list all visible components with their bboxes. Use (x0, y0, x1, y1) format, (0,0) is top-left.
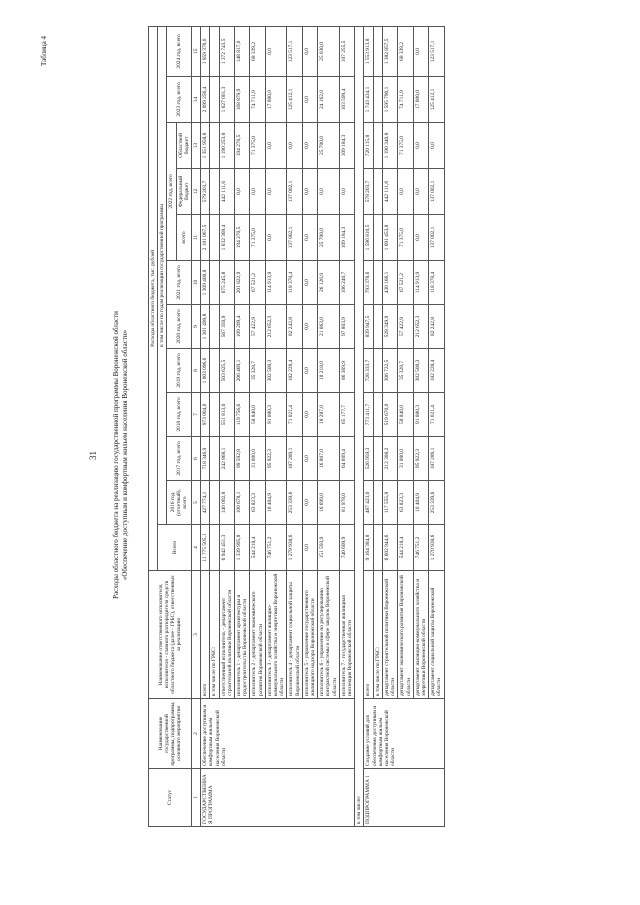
column-number: 5 (192, 481, 201, 525)
table-cell: 0,0 (302, 525, 317, 571)
table-cell: 442 111,6 (382, 169, 397, 215)
table-cell: 212 388,2 (382, 437, 397, 481)
table-cell (373, 169, 382, 215)
table-cell: 68 339,2 (398, 26, 413, 76)
column-number: 4 (192, 525, 201, 571)
table-cell: 118 378,4 (287, 261, 302, 305)
row-executor: исполнитель 4 - департамент социальной защиты Воронежской области (287, 571, 302, 699)
row-executor: исполнитель 2 - департамент экономического развития Воронежской области (250, 571, 265, 699)
table-cell: 137 002,1 (287, 169, 302, 215)
column-number: 9 (192, 305, 201, 349)
table-cell: 91 080,3 (265, 393, 287, 437)
column-number: 14 (192, 77, 201, 123)
table-cell: 718 346,9 (201, 437, 210, 481)
table-cell: 0,0 (302, 215, 317, 261)
table-cell: 25 030,0 (318, 26, 340, 76)
table-cell: 1 190 253,8 (219, 123, 234, 169)
table-cell: 0,0 (413, 123, 428, 169)
table-cell: 137 002,1 (429, 169, 444, 215)
table-cell: 544 218,4 (250, 525, 265, 571)
table-cell: 1 190 340,8 (382, 123, 397, 169)
table-row (364, 26, 373, 826)
table-cell: 0,0 (302, 123, 317, 169)
table-cell: 720 115,8 (364, 123, 373, 169)
table-cell: 114 913,9 (265, 261, 287, 305)
table-cell: 31 000,0 (250, 437, 265, 481)
table-cell: 306 722,5 (382, 349, 397, 393)
header-2019: 2019 год, всего (167, 349, 192, 393)
row-status: ГОСУДАРСТВЕННАЯ ПРОГРАММА (201, 769, 355, 827)
table-cell: 212 652,3 (413, 305, 428, 349)
table-cell: 302 500,3 (413, 349, 428, 393)
table-cell: 1 382 857,5 (382, 26, 397, 76)
row-executor: всего (364, 571, 373, 699)
header-2022-total: всего (176, 215, 191, 261)
table-cell: 0,0 (265, 26, 287, 76)
column-number: 8 (192, 349, 201, 393)
column-number: 1 (192, 769, 201, 827)
table-cell: 24 162,0 (318, 77, 340, 123)
table-cell (373, 305, 382, 349)
table-cell: 427 774,1 (201, 481, 210, 525)
table-cell: 0,0 (302, 349, 317, 393)
table-cell: 137 002,1 (429, 215, 444, 261)
table-cell: 95 922,3 (265, 437, 287, 481)
table-cell: 0,0 (302, 26, 317, 76)
table-cell: 0,0 (339, 169, 354, 215)
table-cell: 1 309 408,8 (201, 261, 210, 305)
table-cell: 68 339,2 (250, 26, 265, 76)
column-number: 15 (192, 26, 201, 76)
column-number: 10 (192, 261, 201, 305)
table-cell: 1 091 453,8 (382, 215, 397, 261)
table-cell: 503 625,5 (219, 349, 234, 393)
table-cell: 148 817,0 (235, 26, 250, 76)
table-cell: 578 203,7 (364, 169, 373, 215)
table-cell: 0,0 (413, 26, 428, 76)
column-number: 3 (192, 571, 201, 699)
table-cell: 0,0 (413, 169, 428, 215)
header-2021: 2021 год, всего (167, 261, 192, 305)
table-cell: 9 164 384,8 (364, 525, 373, 571)
column-number: 13 (192, 123, 201, 169)
table-cell: 726 333,7 (364, 349, 373, 393)
row-executor: в том числе по ГРБС: (210, 571, 219, 699)
document-title (112, 245, 130, 665)
table-cell: 1 351 958,8 (201, 123, 210, 169)
table-cell: 0,0 (302, 77, 317, 123)
table-cell: 187 289,1 (429, 437, 444, 481)
table-cell: 109 184,3 (339, 215, 354, 261)
table-cell: 567 350,9 (219, 305, 234, 349)
table-cell: 675 245,8 (219, 261, 234, 305)
table-cell: 2 099 256,4 (201, 77, 210, 123)
table-cell: 137 002,1 (287, 215, 302, 261)
row-executor: исполнитель 1 - департамент архитектуры и градостроительства Воронежской области (235, 571, 250, 699)
table-cell: 168 879,9 (235, 77, 250, 123)
table-cell: 103 599,4 (339, 77, 354, 123)
column-number: 7 (192, 393, 201, 437)
table-cell: 107 255,5 (339, 26, 354, 76)
table-cell: 71 375,0 (398, 123, 413, 169)
table-cell: 71 021,4 (429, 393, 444, 437)
table-cell: 1 003 096,6 (201, 349, 210, 393)
table-cell (373, 26, 382, 76)
table-cell (373, 77, 382, 123)
column-number: 6 (192, 437, 201, 481)
column-number: 12 (192, 169, 201, 215)
row-executor: всего (201, 571, 210, 699)
row-program-name: Обеспечение доступным и комфортным жильем населения Воронежской области (201, 699, 355, 769)
table-cell: 6 602 944,6 (382, 525, 397, 571)
table-cell: 95 922,3 (413, 437, 428, 481)
header-2017: 2017 год, всего (167, 437, 192, 481)
table-cell: 109 209,4 (235, 305, 250, 349)
table-cell: 430 166,1 (382, 261, 397, 305)
table-cell (210, 393, 219, 437)
header-executor: Наименование ответственного исполнителя, исполнителя - главного распорядителя средств областного бюджета (далее - ГРБС), ответственных за реализацию (149, 571, 192, 699)
row-executor: департамент экономического развития Воронежской области (398, 571, 413, 699)
table-cell: 1 372 743,5 (219, 26, 234, 76)
in-that-number-label: в том числе: (355, 26, 364, 826)
row-executor: исполнитель 6 - управление по регулированию контрактной системы в сфере закупок Воронежской области (318, 571, 340, 699)
table-cell: 551 813,0 (219, 393, 234, 437)
table-cell: 1 279 938,6 (287, 525, 302, 571)
table-cell: 0,0 (302, 437, 317, 481)
table-cell: 86 369,9 (339, 349, 354, 393)
table-cell: 194 270,5 (235, 123, 250, 169)
table-cell (373, 123, 382, 169)
table-cell: 182 228,4 (429, 349, 444, 393)
table-cell (210, 215, 219, 261)
table-cell: 6 942 451,3 (219, 525, 234, 571)
header-2023: 2023 год, всего (167, 77, 192, 123)
table-cell (373, 437, 382, 481)
table-cell (210, 261, 219, 305)
table-cell: 519 670,0 (382, 393, 397, 437)
table-cell: 65 177,7 (339, 393, 354, 437)
table-cell: 0,0 (429, 123, 444, 169)
table-cell: 118 378,4 (429, 261, 444, 305)
row-executor: исполнитель 5 - управление государственного жилищного надзора Воронежской области (302, 571, 317, 699)
table-cell: 746 751,2 (265, 525, 287, 571)
table-cell (210, 77, 219, 123)
table-cell: 18 287,0 (318, 393, 340, 437)
table-cell: 99 592,8 (235, 437, 250, 481)
table-cell: 194 270,5 (235, 215, 250, 261)
table-cell: 0,0 (287, 123, 302, 169)
table-cell: 123 517,1 (287, 26, 302, 76)
table-cell: 100 678,1 (235, 481, 250, 525)
table-cell: 91 080,3 (413, 393, 428, 437)
row-status: ПОДПРОГРАММА 1 (364, 769, 444, 827)
table-cell: 182 228,4 (287, 349, 302, 393)
table-cell: 81 978,0 (339, 481, 354, 525)
table-cell (373, 215, 382, 261)
page-number: 31 (88, 451, 98, 460)
table-cell (373, 525, 382, 571)
table-cell (210, 26, 219, 76)
table-cell: 0,0 (302, 261, 317, 305)
row-executor: исполнитель 3 - департамент жилищно-коммунального хозяйства и энергетики Воронежской области (265, 571, 287, 699)
header-2022: 2022 год, всего (167, 123, 176, 261)
table-cell: 35 328,7 (250, 349, 265, 393)
table-cell: 71 021,4 (287, 393, 302, 437)
table-cell (210, 481, 219, 525)
table-cell (210, 525, 219, 571)
title-line-1: Расходы областного бюджета на реализацию государственной программы Воронежской области (112, 311, 120, 599)
table-cell: 16 807,0 (318, 437, 340, 481)
table-cell: 0,0 (302, 169, 317, 215)
table-cell (210, 305, 219, 349)
table-cell: 123 517,1 (429, 26, 444, 76)
table-cell: 253 339,6 (429, 481, 444, 525)
table-cell: 97 803,9 (339, 305, 354, 349)
table-cell: 746 751,2 (413, 525, 428, 571)
table-cell: 21 063,0 (318, 305, 340, 349)
table-cell: 201 822,9 (235, 261, 250, 305)
title-line-2: «Обеспечение доступным и комфортным жильем населения Воронежской области» (120, 329, 129, 581)
table-cell (210, 169, 219, 215)
table-cell: 487 423,0 (364, 481, 373, 525)
table-cell: 10 404,9 (413, 481, 428, 525)
header-2020: 2020 год, всего (167, 305, 192, 349)
table-cell: 125 412,1 (287, 77, 302, 123)
row-executor: в том числе по ГРБС: (373, 571, 382, 699)
table-cell: 0,0 (265, 123, 287, 169)
table-cell: 114 913,9 (413, 261, 428, 305)
table-cell: 0,0 (265, 169, 287, 215)
table-cell: 67 521,2 (398, 261, 413, 305)
table-cell: 82 242,8 (287, 305, 302, 349)
table-cell: 1 301 499,8 (201, 305, 210, 349)
table-cell: 151 593,9 (318, 525, 340, 571)
row-program-name: Создание условий для обеспечения доступным и комфортным жильем населения Воронежской области (364, 699, 444, 769)
column-numbers-row (192, 26, 201, 826)
column-number: 2 (192, 699, 201, 769)
table-cell: 35 328,7 (398, 349, 413, 393)
header-total: Всего (158, 525, 192, 571)
table-cell: 119 756,6 (235, 393, 250, 437)
table-cell: 17 000,0 (265, 77, 287, 123)
table-cell: 442 111,6 (219, 169, 234, 215)
table-cell: 0,0 (302, 481, 317, 525)
table-cell: 63 823,3 (250, 481, 265, 525)
table-cell: 0,0 (250, 169, 265, 215)
row-executor: департамент социальной защиты Воронежской области (429, 571, 444, 699)
table-cell: 206 469,1 (235, 349, 250, 393)
table-cell: 187 289,1 (287, 437, 302, 481)
table-cell: 839 947,5 (364, 305, 373, 349)
table-cell: 106 240,7 (339, 261, 354, 305)
table-cell (373, 481, 382, 525)
table-cell: 0,0 (398, 169, 413, 215)
table-cell: 57 422,9 (398, 305, 413, 349)
table-cell: 18 218,0 (318, 349, 340, 393)
table-cell: 302 500,3 (265, 349, 287, 393)
table-cell (210, 437, 219, 481)
table-cell: 1 595 790,1 (382, 77, 397, 123)
table-cell: 0,0 (318, 169, 340, 215)
table-cell: 2 181 067,5 (201, 215, 210, 261)
expenses-table (148, 26, 445, 827)
table-cell: 125 412,1 (429, 77, 444, 123)
table-cell: 253 339,6 (287, 481, 302, 525)
table-cell: 140 002,8 (219, 481, 234, 525)
table-cell: 793 378,6 (364, 261, 373, 305)
table-cell: 1 270 938,6 (429, 525, 444, 571)
table-cell: 57 422,9 (250, 305, 265, 349)
table-cell: 773 411,7 (364, 393, 373, 437)
table-cell: 0,0 (235, 169, 250, 215)
row-executor: департамент строительной политики Воронежской области (382, 571, 397, 699)
table-cell: 11 775 505,1 (201, 525, 210, 571)
table-cell: 1 553 913,8 (364, 26, 373, 76)
header-expenses: Расходы областного бюджета, тыс. рублей (149, 26, 158, 570)
table-cell: 82 242,8 (429, 305, 444, 349)
table-cell: 1 859 376,0 (201, 26, 210, 76)
table-cell: 242 868,1 (219, 437, 234, 481)
table-cell: 16 699,0 (318, 481, 340, 525)
table-cell: 71 375,0 (398, 215, 413, 261)
column-number: 11 (192, 215, 201, 261)
header-by-year: в том числе по годам реализации государственной программы (158, 26, 167, 524)
table-cell: 67 521,2 (250, 261, 265, 305)
table-cell: 71 375,0 (250, 215, 265, 261)
table-cell: 0,0 (302, 393, 317, 437)
table-cell: 579 203,7 (201, 169, 210, 215)
table-cell: 544 218,4 (398, 525, 413, 571)
table-cell: 212 652,3 (265, 305, 287, 349)
table-cell: 1 339 995,8 (235, 525, 250, 571)
header-2022-federal: Федеральный бюджет (176, 169, 191, 215)
table-cell: 25 700,0 (318, 123, 340, 169)
annex-label: Таблица 4 (40, 36, 48, 66)
table-cell: 26 126,9 (318, 261, 340, 305)
table-cell: 1 632 369,4 (219, 215, 234, 261)
table-cell: 25 700,0 (318, 215, 340, 261)
table-cell: 31 000,0 (398, 437, 413, 481)
table-cell (373, 261, 382, 305)
table-cell: 526 959,3 (364, 437, 373, 481)
table-cell: 58 840,0 (250, 393, 265, 437)
table-cell: 0,0 (265, 215, 287, 261)
table-row (201, 26, 210, 826)
table-cell: 109 184,3 (339, 123, 354, 169)
table-cell (373, 349, 382, 393)
header-2018: 2018 год, всего (167, 393, 192, 437)
table-cell: 0,0 (302, 305, 317, 349)
table-cell (373, 393, 382, 437)
table-cell: 17 000,0 (413, 77, 428, 123)
header-status: Статус (149, 769, 192, 827)
table-cell: 71 375,0 (250, 123, 265, 169)
table-cell: 74 711,9 (250, 77, 265, 123)
table-cell: 74 711,9 (398, 77, 413, 123)
header-2024: 2024 год, всего (167, 26, 192, 76)
table-cell: 1 596 810,5 (364, 215, 373, 261)
table-cell: 1 743 434,1 (364, 77, 373, 123)
table-cell: 58 840,0 (398, 393, 413, 437)
table-cell: 117 555,8 (382, 481, 397, 525)
header-2022-regional: Областной бюджет (176, 123, 191, 169)
table-cell: 973 004,0 (201, 393, 210, 437)
table-cell: 64 609,4 (339, 437, 354, 481)
table-cell: 1 627 001,3 (219, 77, 234, 123)
header-name: Наименование государственной программы, подпрограммы, основного мероприятия (149, 699, 192, 769)
table-cell: 63 823,3 (398, 481, 413, 525)
table-cell: 0,0 (413, 215, 428, 261)
table-cell (210, 123, 219, 169)
header-2016: 2016 год (отчетный), всего (167, 481, 192, 525)
table-cell: 740 609,9 (339, 525, 354, 571)
row-executor: ответственный исполнитель - департамент строительной политики Воронежской области (219, 571, 234, 699)
row-executor: департамент жилищно-коммунального хозяйства и энергетики Воронежской области (413, 571, 428, 699)
table-cell: 528 349,9 (382, 305, 397, 349)
row-executor: исполнитель 7 - государственная жилищная инспекция Воронежской области (339, 571, 354, 699)
table-cell (210, 349, 219, 393)
table-cell: 10 404,9 (265, 481, 287, 525)
separator-row (355, 26, 364, 826)
